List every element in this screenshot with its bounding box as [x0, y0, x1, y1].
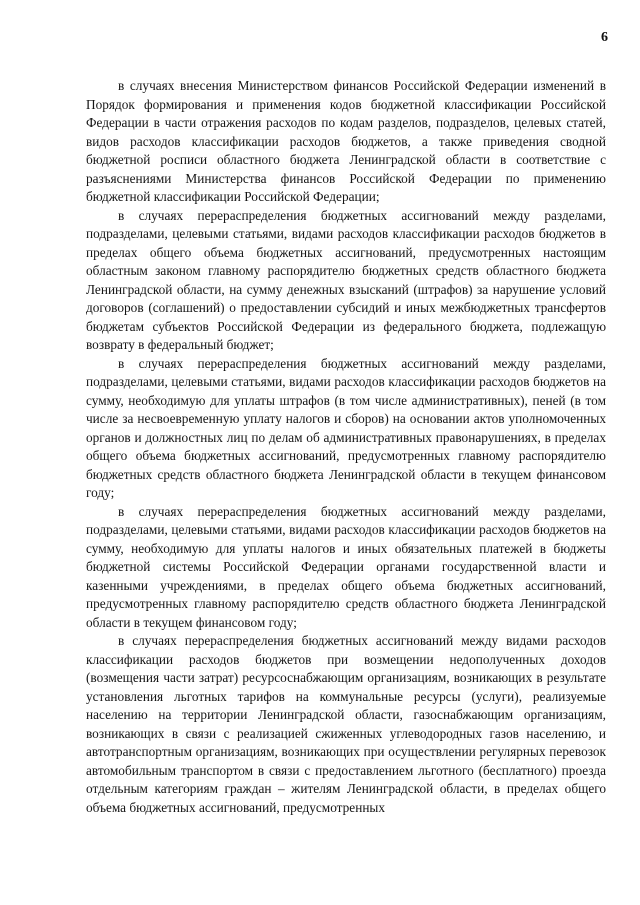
paragraph: в случаях перераспределения бюджетных ассигнований между разделами, подразделами, целевыми статьями, видами расходов классификации расходов бюджетов на сумму, необходимую для уплаты налогов и иных обязательных платежей в бюджеты бюджетной системы Российской Федерации органами государственной власти и казенными учреждениями, в пределах общего объема бюджетных ассигнований, предусмотренных главному распорядителю средств областного бюджета Ленинградской области в текущем финансовом году;	[86, 503, 606, 630]
paragraph: в случаях перераспределения бюджетных ассигнований между видами расходов классификации расходов бюджетов при возмещении недополученных доходов (возмещения части затрат) ресурсоснабжающим организациям, возникающих в результате установления льготных тарифов на коммунальные ресурсы (услуги), реализуемые населению на территории Ленинградской области, газоснабжающим организациям, возникающих в связи с реализацией сжиженных углеводородных газов населению, и автотранспортным организациям, возникающих при осуществлении регулярных перевозок автомобильным транспортом в связи с предоставлением льготного (бесплатного) проезда отдельным категориям граждан – жителям Ленинградской области, в пределах общего объема бюджетных ассигнований, предусмотренных	[86, 633, 606, 815]
document-body	[86, 77, 606, 817]
paragraph: в случаях перераспределения бюджетных ассигнований между разделами, подразделами, целевыми статьями, видами расходов классификации расходов бюджетов в пределах общего объема бюджетных ассигнований, предусмотренных настоящим областным законом главному распорядителю бюджетных средств областного бюджета Ленинградской области, на сумму денежных взысканий (штрафов) за нарушение условий договоров (соглашений) о предоставлении субсидий и иных межбюджетных трансфертов бюджетам субъектов Российской Федерации из федерального бюджета, подлежащую возврату в федеральный бюджет;	[86, 207, 606, 352]
page-number: 6	[601, 30, 608, 45]
paragraph: в случаях внесения Министерством финансов Российской Федерации изменений в Порядок формирования и применения кодов бюджетной классификации Российской Федерации в части отражения расходов по кодам разделов, подразделов, целевых статей, видов расходов классификации расходов бюджетов, а также приведения сводной бюджетной росписи областного бюджета Ленинградской области в соответствие с разъяснениями Министерства финансов Российской Федерации по применению бюджетной классификации Российской Федерации;	[86, 78, 606, 204]
paragraph: в случаях перераспределения бюджетных ассигнований между разделами, подразделами, целевыми статьями, видами расходов классификации расходов бюджетов на сумму, необходимую для уплаты штрафов (в том числе административных), пеней (в том числе за несвоевременную уплату налогов и сборов) на основании актов уполномоченных органов и должностных лиц по делам об административных правонарушениях, в пределах общего объема бюджетных ассигнований, предусмотренных главному распорядителю бюджетных средств областного бюджета Ленинградской области в текущем финансовом году;	[86, 355, 606, 500]
